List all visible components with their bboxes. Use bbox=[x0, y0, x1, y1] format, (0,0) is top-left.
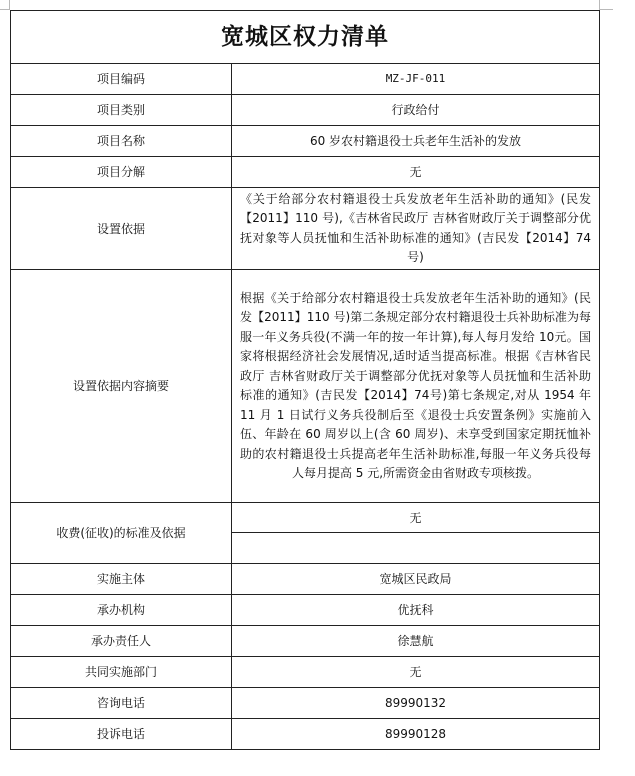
responsible-person-value: 徐慧航 bbox=[232, 626, 600, 657]
table-row bbox=[11, 688, 600, 719]
inquiry-phone-value: 89990132 bbox=[232, 688, 600, 719]
item-breakdown-label: 项目分解 bbox=[11, 157, 232, 188]
crop-mark-top-right-horizontal bbox=[599, 9, 613, 10]
table-row bbox=[11, 626, 600, 657]
document-title: 宽城区权力清单 bbox=[11, 11, 600, 64]
legal-basis-label: 设置依据 bbox=[11, 188, 232, 270]
item-category-label: 项目类别 bbox=[11, 95, 232, 126]
implementing-body-label: 实施主体 bbox=[11, 564, 232, 595]
responsible-person-label: 承办责任人 bbox=[11, 626, 232, 657]
joint-departments-value: 无 bbox=[232, 657, 600, 688]
table-row bbox=[11, 503, 600, 533]
basis-summary-value: 根据《关于给部分农村籍退役士兵发放老年生活补助的通知》(民发【2011】110 号)第二条规定部分农村籍退役士兵补助标准为每服一年义务兵役(不满一年的按一年计算),每人每月发给 10元。国家将根据经济社会发展情况,适时适当提高标准。根据《吉林省民政厅 吉林省财政厅关于调整部分优抚对象等人员抚恤和生活补助标准的通知》(吉民发【2014】74号)第七条规定,对从 1954 年 11 月 1 日试行义务兵役制后至《退役士兵安置条例》实施前入伍、年龄在 60 周岁以上(含 60 周岁)、未享受到国家定期抚恤补助的农村籍退役士兵提高老年生活补助标准,每服一年义务兵役每人每月提高 5 元,所需资金由省财政专项核拨。 bbox=[232, 270, 600, 503]
table-row bbox=[11, 95, 600, 126]
table-row bbox=[11, 595, 600, 626]
table-row bbox=[11, 188, 600, 270]
title-row bbox=[11, 11, 600, 64]
complaint-phone-value: 89990128 bbox=[232, 719, 600, 750]
fee-standard-value: 无 bbox=[232, 503, 600, 533]
table-row bbox=[11, 64, 600, 95]
table-row bbox=[11, 270, 600, 503]
fee-standard-extra-value bbox=[232, 533, 600, 564]
implementing-body-value: 宽城区民政局 bbox=[232, 564, 600, 595]
item-category-value: 行政给付 bbox=[232, 95, 600, 126]
item-code-value: MZ-JF-011 bbox=[232, 64, 600, 95]
handling-agency-value: 优抚科 bbox=[232, 595, 600, 626]
table-row bbox=[11, 719, 600, 750]
item-name-value: 60 岁农村籍退役士兵老年生活补的发放 bbox=[232, 126, 600, 157]
fee-standard-label: 收费(征收)的标准及依据 bbox=[11, 503, 232, 564]
legal-basis-value: 《关于给部分农村籍退役士兵发放老年生活补助的通知》(民发【2011】110 号),《吉林省民政厅 吉林省财政厅关于调整部分优抚对象等人员抚恤和生活补助标准的通知》(吉民发【2014】74 号) bbox=[232, 188, 600, 270]
table-row bbox=[11, 126, 600, 157]
crop-mark-top-left-horizontal bbox=[0, 9, 10, 10]
inquiry-phone-label: 咨询电话 bbox=[11, 688, 232, 719]
handling-agency-label: 承办机构 bbox=[11, 595, 232, 626]
joint-departments-label: 共同实施部门 bbox=[11, 657, 232, 688]
item-code-label: 项目编码 bbox=[11, 64, 232, 95]
power-list-table bbox=[10, 10, 600, 750]
complaint-phone-label: 投诉电话 bbox=[11, 719, 232, 750]
table-row bbox=[11, 564, 600, 595]
basis-summary-label: 设置依据内容摘要 bbox=[11, 270, 232, 503]
item-name-label: 项目名称 bbox=[11, 126, 232, 157]
item-breakdown-value: 无 bbox=[232, 157, 600, 188]
table-row bbox=[11, 657, 600, 688]
table-row bbox=[11, 157, 600, 188]
